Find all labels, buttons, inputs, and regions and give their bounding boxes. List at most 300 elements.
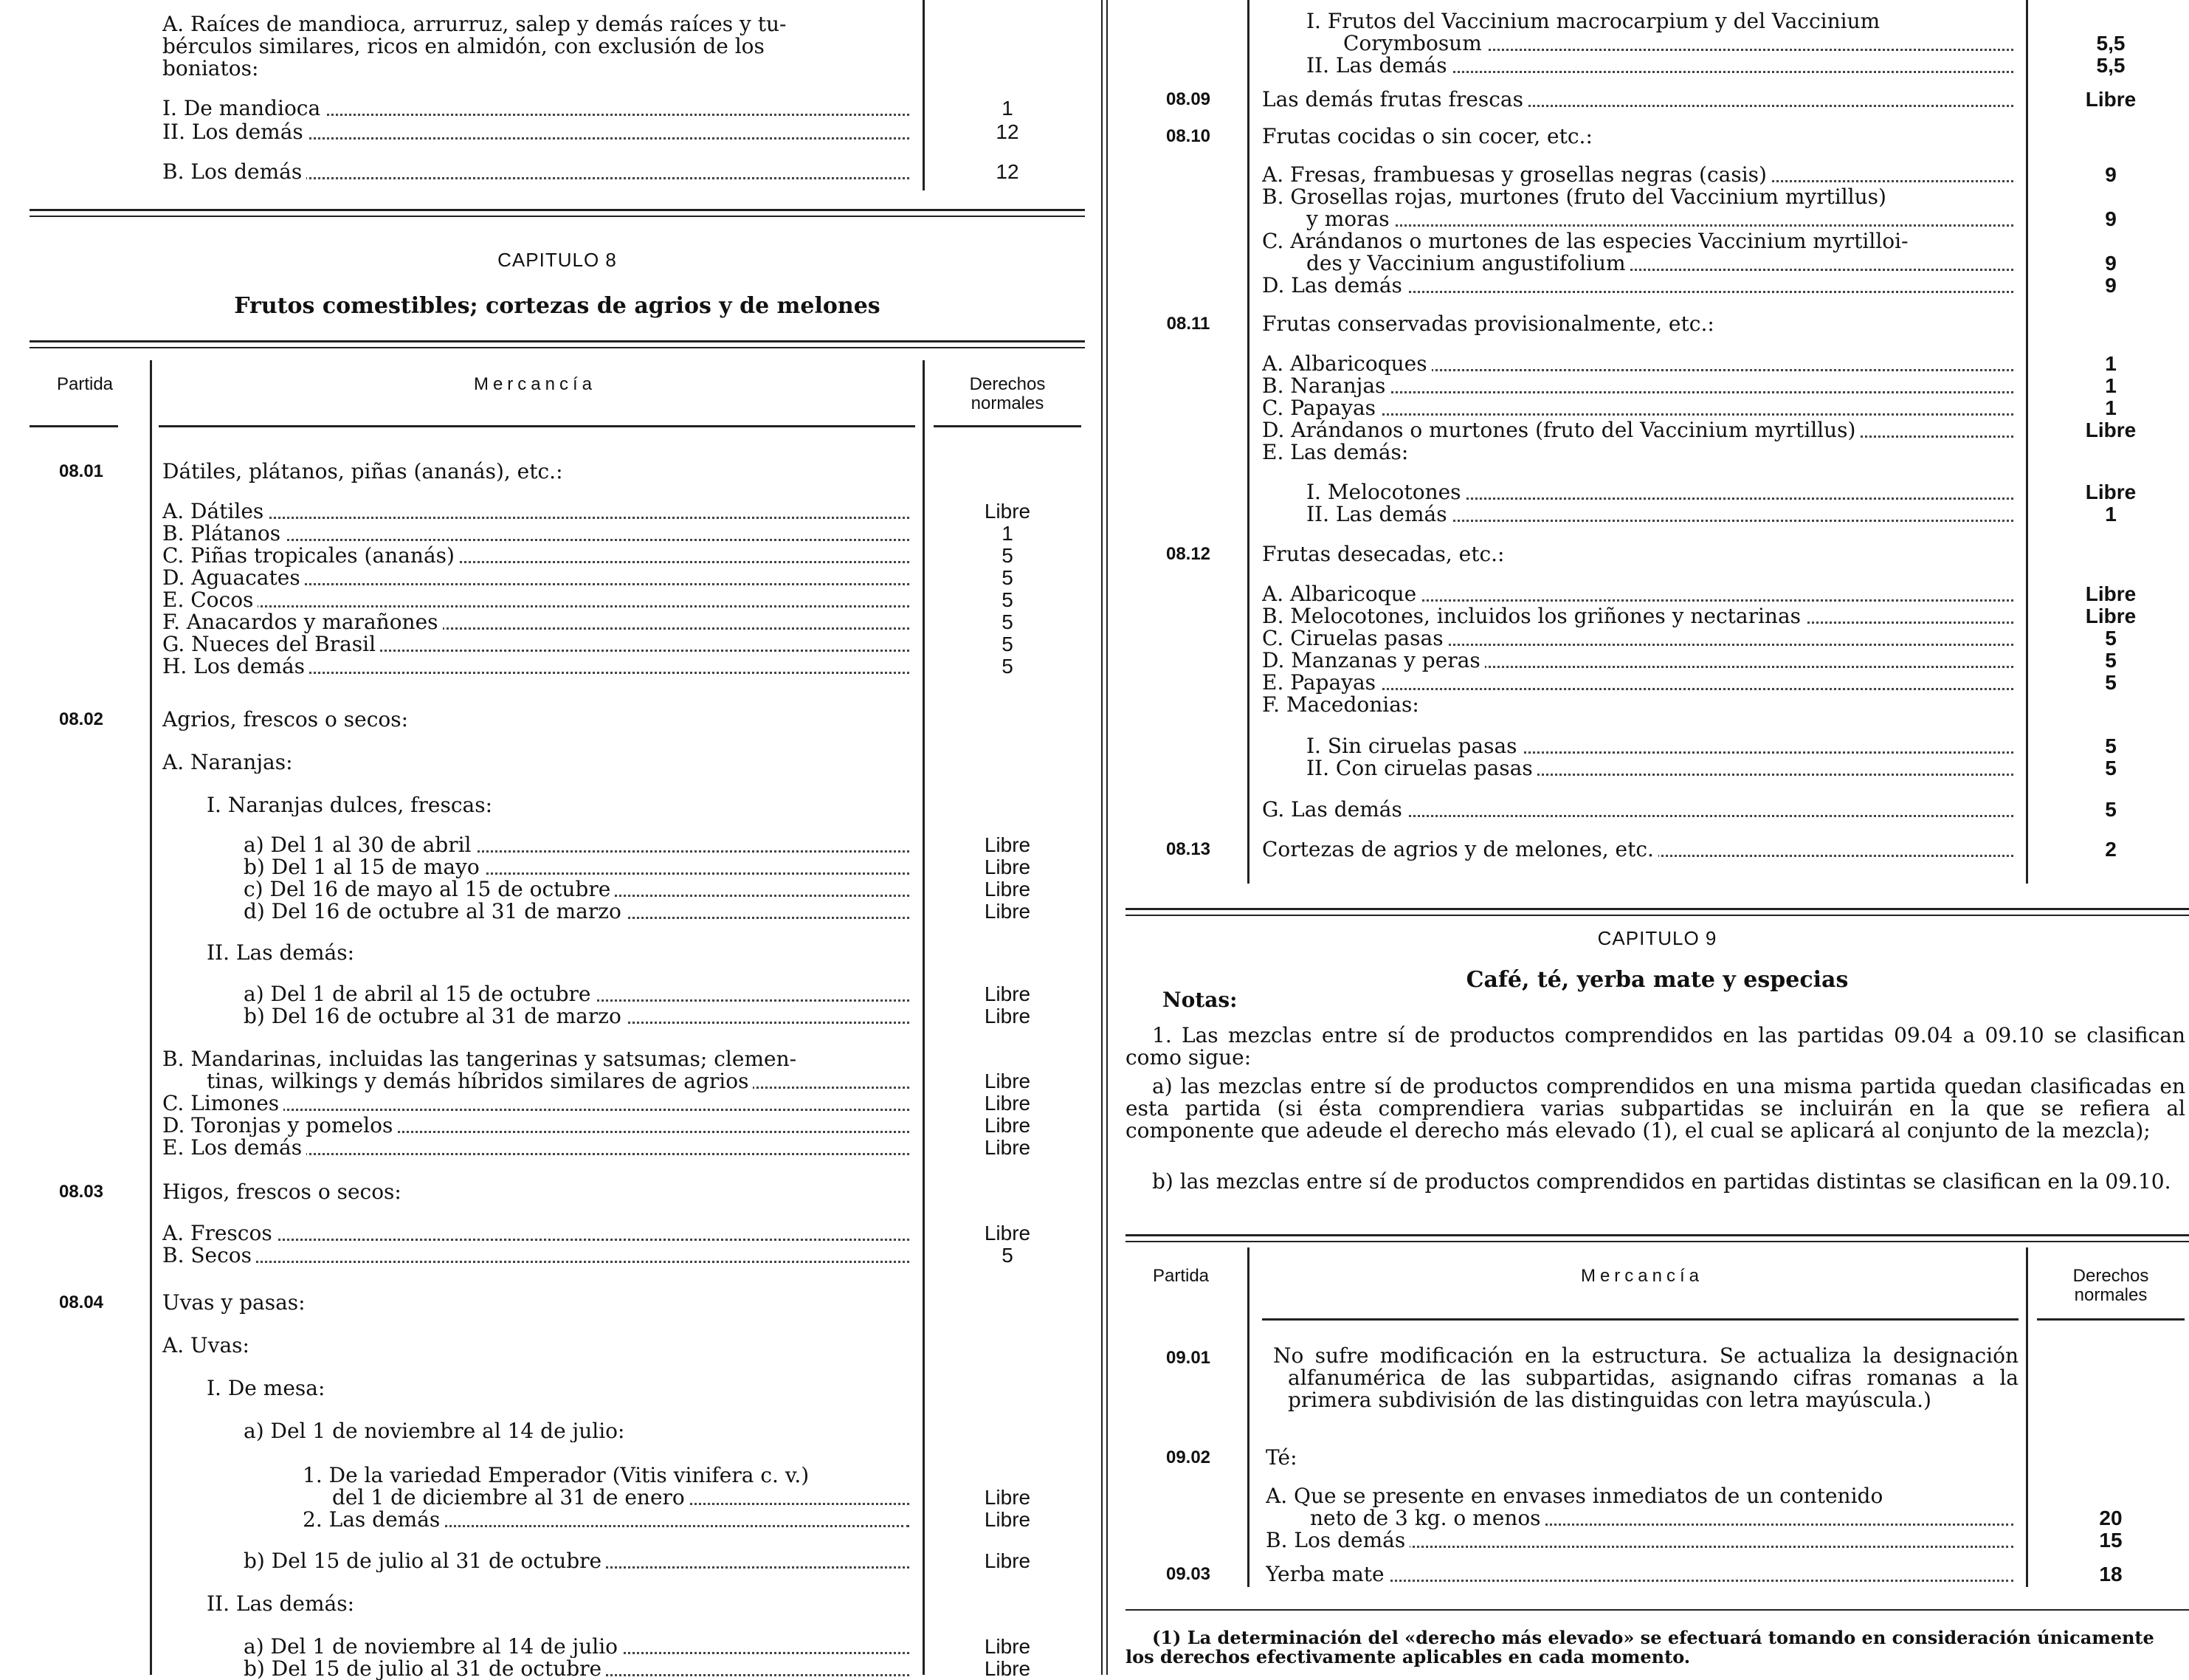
item-text: des y Vaccinium angustifolium bbox=[1306, 252, 1630, 275]
item-text: d) Del 16 de octubre al 31 de marzo bbox=[244, 901, 626, 923]
partida-code: 08.13 bbox=[1165, 839, 1211, 859]
item-text: A. Fresas, frambuesas y grosellas negras (casis) bbox=[1262, 164, 1771, 186]
table-row bbox=[1125, 89, 2189, 111]
duty-value: Libre bbox=[2085, 605, 2137, 627]
item-label bbox=[1266, 1529, 2019, 1552]
duty-value: Libre bbox=[2085, 481, 2137, 503]
item-label bbox=[244, 983, 915, 1005]
item-text: D. Las demás bbox=[1262, 275, 1407, 297]
partida-code: 08.12 bbox=[1165, 544, 1211, 564]
header-partida: Partida bbox=[1152, 1266, 1210, 1286]
table-row bbox=[30, 35, 1085, 58]
table-row bbox=[30, 1593, 1085, 1615]
table-row bbox=[30, 567, 1085, 589]
duty-value: 5 bbox=[2105, 627, 2117, 650]
item-label bbox=[162, 35, 915, 58]
item-text: 1. De la variedad Emperador (Vitis vinifera c. v.) bbox=[303, 1464, 813, 1487]
item-label bbox=[162, 545, 915, 567]
table-row bbox=[1125, 503, 2189, 526]
partida-code: 08.10 bbox=[1165, 126, 1211, 146]
item-text: del 1 de diciembre al 31 de enero bbox=[332, 1487, 689, 1509]
item-text: E. Los demás bbox=[162, 1137, 306, 1159]
item-text: b) Del 15 de julio al 31 de octubre bbox=[244, 1658, 606, 1680]
duty-value: Libre bbox=[984, 1070, 1031, 1092]
item-text: B. Los demás bbox=[162, 161, 306, 183]
item-label bbox=[1262, 186, 2019, 208]
item-text: B. Naranjas bbox=[1262, 375, 1390, 397]
item-text: b) Del 16 de octubre al 31 de marzo bbox=[244, 1005, 626, 1027]
table-row bbox=[1125, 252, 2189, 275]
table-row bbox=[30, 58, 1085, 80]
item-label bbox=[162, 655, 915, 678]
table-row bbox=[30, 878, 1085, 901]
double-rule bbox=[30, 340, 1085, 348]
item-label bbox=[1262, 230, 2019, 252]
item-label bbox=[207, 942, 915, 964]
duty-value: 1 bbox=[2105, 503, 2117, 526]
item-label bbox=[162, 1137, 915, 1159]
header-rule bbox=[934, 425, 1081, 427]
table-row bbox=[1125, 1507, 2189, 1529]
item-label bbox=[244, 1420, 915, 1442]
item-text: G. Las demás bbox=[1262, 799, 1407, 821]
item-label bbox=[1306, 481, 2019, 503]
item-text: Cortezas de agrios y de melones, etc. bbox=[1262, 839, 1658, 861]
item-text: II. Con ciruelas pasas bbox=[1306, 757, 1537, 779]
table-row bbox=[30, 1636, 1085, 1658]
item-label bbox=[207, 1593, 915, 1615]
item-text: Higos, frescos o secos: bbox=[162, 1181, 406, 1203]
item-label bbox=[303, 1464, 915, 1487]
duty-value: Libre bbox=[984, 1092, 1031, 1115]
table-row bbox=[1125, 839, 2189, 861]
item-label bbox=[303, 1509, 915, 1531]
item-label bbox=[162, 1048, 915, 1070]
item-label bbox=[1266, 1447, 2019, 1469]
item-text: Frutas desecadas, etc.: bbox=[1262, 543, 1509, 565]
table-row bbox=[30, 794, 1085, 816]
chapter-9-title: Café, té, yerba mate y especias bbox=[1466, 967, 1849, 993]
item-label bbox=[1262, 605, 2019, 627]
item-text: F. Anacardos y marañones bbox=[162, 611, 443, 633]
item-label bbox=[1262, 419, 2019, 441]
duty-value: 5 bbox=[2105, 798, 2117, 821]
table-row bbox=[1125, 1529, 2189, 1552]
item-text: A. Naranjas: bbox=[162, 751, 297, 774]
duty-value: 9 bbox=[2105, 252, 2117, 275]
item-label bbox=[244, 878, 915, 901]
table-row bbox=[30, 751, 1085, 774]
item-text: H. Los demás bbox=[162, 655, 309, 678]
duty-value: Libre bbox=[984, 833, 1031, 856]
partida-code: 08.02 bbox=[58, 709, 104, 729]
item-text: I. Frutos del Vaccinium macrocarpium y del Vaccinium bbox=[1306, 10, 1884, 32]
item-label bbox=[1262, 375, 2019, 397]
item-label bbox=[244, 1550, 915, 1572]
item-text: A. Dátiles bbox=[162, 500, 268, 523]
table-row bbox=[30, 121, 1085, 143]
duty-value: 1 bbox=[2105, 374, 2117, 397]
item-label bbox=[162, 751, 915, 774]
left-column bbox=[30, 0, 1085, 1680]
item-text: I. Sin ciruelas pasas bbox=[1306, 735, 1522, 757]
item-label bbox=[1306, 735, 2019, 757]
item-text: B. Melocotones, incluidos los griñones y nectarinas bbox=[1262, 605, 1805, 627]
item-text: Frutas conservadas provisionalmente, etc.: bbox=[1262, 313, 1719, 335]
table-row bbox=[1125, 583, 2189, 605]
item-text: Corymbosum bbox=[1343, 32, 1486, 55]
duty-value: Libre bbox=[984, 878, 1031, 901]
table-row bbox=[1125, 757, 2189, 779]
item-text: D. Toronjas y pomelos bbox=[162, 1115, 397, 1137]
item-label bbox=[162, 1292, 915, 1314]
item-text: I. De mandioca bbox=[162, 97, 325, 120]
item-text: Agrios, frescos o secos: bbox=[162, 709, 413, 731]
item-text: G. Nueces del Brasil bbox=[162, 633, 380, 655]
chapter-8-label: CAPITULO 8 bbox=[497, 249, 617, 271]
duty-value: Libre bbox=[2085, 419, 2137, 441]
table-row bbox=[1125, 353, 2189, 375]
table-row bbox=[1125, 1485, 2189, 1507]
duty-value: Libre bbox=[984, 856, 1031, 878]
table-row bbox=[30, 1115, 1085, 1137]
duty-value: Libre bbox=[984, 1136, 1031, 1159]
item-text: E. Papayas bbox=[1262, 672, 1380, 694]
duty-value: Libre bbox=[984, 1635, 1031, 1658]
duty-value: 12 bbox=[996, 160, 1019, 183]
item-label bbox=[1306, 208, 2019, 230]
table-row bbox=[1125, 230, 2189, 252]
duty-value: 5 bbox=[1002, 633, 1013, 655]
duty-value: 1 bbox=[2105, 352, 2117, 375]
table-row bbox=[30, 655, 1085, 678]
table-row bbox=[30, 1377, 1085, 1400]
item-label bbox=[1306, 757, 2019, 779]
duty-value: 5,5 bbox=[2096, 32, 2126, 55]
table-row bbox=[30, 1070, 1085, 1092]
item-text: II. Las demás bbox=[1306, 55, 1452, 77]
duty-value: 9 bbox=[2105, 274, 2117, 297]
duty-value: 5 bbox=[1002, 544, 1013, 567]
table-row bbox=[1125, 605, 2189, 627]
partida-code: 09.01 bbox=[1165, 1348, 1211, 1368]
item-label bbox=[1306, 503, 2019, 526]
table-row bbox=[30, 709, 1085, 731]
table-row bbox=[1125, 164, 2189, 186]
item-text: D. Manzanas y peras bbox=[1262, 650, 1485, 672]
table-row bbox=[30, 1092, 1085, 1115]
table-row bbox=[1125, 125, 2189, 148]
item-label bbox=[207, 1377, 915, 1400]
header-derechos: Derechos normales bbox=[969, 374, 1046, 413]
table-row bbox=[30, 1048, 1085, 1070]
item-text: tinas, wilkings y demás híbridos similares de agrios bbox=[207, 1070, 753, 1092]
duty-value: 1 bbox=[2105, 396, 2117, 419]
table-row bbox=[1125, 481, 2189, 503]
item-label bbox=[1262, 275, 2019, 297]
chapter-9-label: CAPITULO 9 bbox=[1597, 927, 1717, 949]
item-text: B. Los demás bbox=[1266, 1529, 1410, 1552]
item-label bbox=[1262, 672, 2019, 694]
item-text: a) Del 1 de noviembre al 14 de julio bbox=[244, 1636, 622, 1658]
item-label bbox=[1262, 89, 2019, 111]
duty-value: 5,5 bbox=[2096, 54, 2126, 77]
table-row bbox=[30, 1550, 1085, 1572]
table-row bbox=[30, 1509, 1085, 1531]
table-row bbox=[1125, 672, 2189, 694]
header-mercancia: Mercancía bbox=[473, 374, 597, 394]
partida-code: 09.02 bbox=[1165, 1447, 1211, 1467]
table-row bbox=[30, 901, 1085, 923]
table-row bbox=[30, 611, 1085, 633]
item-text: c) Del 16 de mayo al 15 de octubre bbox=[244, 878, 615, 901]
item-text: D. Aguacates bbox=[162, 567, 305, 589]
item-label bbox=[162, 1222, 915, 1244]
table-row bbox=[30, 161, 1085, 183]
duty-value: 2 bbox=[2105, 838, 2117, 861]
item-label bbox=[1262, 353, 2019, 375]
item-label bbox=[162, 633, 915, 655]
partida-code: 08.01 bbox=[58, 461, 104, 481]
item-label bbox=[162, 567, 915, 589]
double-rule bbox=[1125, 908, 2189, 916]
item-label bbox=[207, 1070, 915, 1092]
item-label bbox=[1262, 694, 2019, 716]
item-text: C. Arándanos o murtones de las especies Vaccinium myrtilloi- bbox=[1262, 230, 1913, 252]
table-row bbox=[30, 500, 1085, 523]
header-rule bbox=[1262, 1318, 2019, 1321]
item-text: B. Grosellas rojas, murtones (fruto del Vaccinium myrtillus) bbox=[1262, 186, 1891, 208]
partida-code: 08.09 bbox=[1165, 89, 1211, 109]
table-row bbox=[1125, 735, 2189, 757]
item-label bbox=[1262, 583, 2019, 605]
table-row bbox=[1125, 543, 2189, 565]
item-label bbox=[1262, 650, 2019, 672]
table-row bbox=[30, 589, 1085, 611]
note-b: b) las mezclas entre sí de productos comprendidos en partidas distintas se clasifican en la 09.10. bbox=[1152, 1169, 2171, 1194]
table-row bbox=[30, 1005, 1085, 1027]
footnote: (1) La determinación del «derecho más elevado» se efectuará tomando en consideración únicamente los derechos efectivamente aplicables en cada momento. bbox=[1125, 1627, 2154, 1667]
table-row bbox=[1125, 650, 2189, 672]
item-text: F. Macedonias: bbox=[1262, 694, 1424, 716]
header-mercancia: Mercancía bbox=[1580, 1266, 1704, 1286]
duty-value: Libre bbox=[2085, 582, 2137, 605]
item-label bbox=[1306, 10, 2019, 32]
table-row bbox=[30, 13, 1085, 35]
header-partida: Partida bbox=[56, 374, 114, 394]
table-row bbox=[30, 1222, 1085, 1244]
item-text: y moras bbox=[1306, 208, 1394, 230]
item-label bbox=[162, 589, 915, 611]
table-row bbox=[1125, 1563, 2189, 1586]
table-row bbox=[30, 1420, 1085, 1442]
item-text: I. Melocotones bbox=[1306, 481, 1466, 503]
item-label bbox=[244, 856, 915, 878]
item-text: II. Las demás bbox=[1306, 503, 1452, 526]
header-rule bbox=[2037, 1318, 2185, 1321]
duty-value: 1 bbox=[1002, 522, 1013, 545]
duty-value: 9 bbox=[2105, 163, 2117, 186]
table-row bbox=[1125, 397, 2189, 419]
item-label bbox=[162, 121, 915, 143]
duty-value: Libre bbox=[984, 1508, 1031, 1531]
item-text: B. Plátanos bbox=[162, 523, 285, 545]
table-row bbox=[30, 983, 1085, 1005]
duty-value: Libre bbox=[984, 500, 1031, 523]
table-row bbox=[30, 1464, 1085, 1487]
table-row bbox=[30, 1244, 1085, 1267]
item-label bbox=[162, 523, 915, 545]
item-text: A. Albaricoques bbox=[1262, 353, 1432, 375]
item-text: I. De mesa: bbox=[207, 1377, 329, 1400]
item-label bbox=[162, 500, 915, 523]
item-label bbox=[244, 1658, 915, 1680]
item-label bbox=[162, 13, 915, 35]
item-label bbox=[244, 1636, 915, 1658]
header-rule bbox=[159, 425, 915, 427]
duty-value: Libre bbox=[984, 1486, 1031, 1509]
partida-code: 08.04 bbox=[58, 1292, 104, 1312]
item-label bbox=[162, 1181, 915, 1203]
item-label bbox=[1262, 543, 2019, 565]
duty-value: 5 bbox=[1002, 655, 1013, 678]
column-divider bbox=[1106, 0, 1108, 1675]
item-text: II. Las demás: bbox=[207, 942, 359, 964]
duty-value: 5 bbox=[2105, 757, 2117, 779]
table-row bbox=[1125, 208, 2189, 230]
duty-value: Libre bbox=[984, 982, 1031, 1005]
item-label bbox=[1310, 1507, 2019, 1529]
item-label bbox=[162, 1115, 915, 1137]
table-row bbox=[30, 1181, 1085, 1203]
item-text: I. Naranjas dulces, frescas: bbox=[207, 794, 497, 816]
item-label bbox=[1262, 839, 2019, 861]
duty-value: 5 bbox=[1002, 566, 1013, 589]
item-text: C. Limones bbox=[162, 1092, 283, 1115]
item-label bbox=[332, 1487, 915, 1509]
item-text: a) Del 1 al 30 de abril bbox=[244, 834, 476, 856]
item-0901-text: No sufre modificación en la estructura. Se actualiza la designación alfanumérica de las subpartidas, asignando cifras romanas a la primera subdivisión de las distinguidas con letra mayúscula.) bbox=[1273, 1343, 2019, 1412]
duty-value: 5 bbox=[2105, 671, 2117, 694]
item-label bbox=[1262, 125, 2019, 148]
item-label bbox=[1306, 252, 2019, 275]
duty-value: Libre bbox=[984, 1005, 1031, 1027]
table-row bbox=[1125, 313, 2189, 335]
table-row bbox=[30, 1487, 1085, 1509]
item-text: 2. Las demás bbox=[303, 1509, 444, 1531]
item-label bbox=[1262, 627, 2019, 650]
item-text: a) Del 1 de abril al 15 de octubre bbox=[244, 983, 596, 1005]
item-label bbox=[1262, 313, 2019, 335]
item-text: Dátiles, plátanos, piñas (ananás), etc.: bbox=[162, 461, 568, 483]
table-row bbox=[1125, 55, 2189, 77]
table-row bbox=[1125, 375, 2189, 397]
item-label bbox=[1343, 32, 2019, 55]
table-row bbox=[30, 633, 1085, 655]
item-text: Yerba mate bbox=[1266, 1563, 1389, 1586]
item-text: bérculos similares, ricos en almidón, con exclusión de los bbox=[162, 35, 769, 58]
header-rule bbox=[30, 425, 118, 427]
chapter-8-title: Frutos comestibles; cortezas de agrios y de melones bbox=[234, 293, 880, 319]
item-label bbox=[244, 1005, 915, 1027]
duty-value: 5 bbox=[1002, 588, 1013, 611]
item-text: II. Las demás: bbox=[207, 1593, 359, 1615]
notes-label: Notas: bbox=[1162, 988, 1238, 1012]
table-row bbox=[30, 461, 1085, 483]
item-label bbox=[207, 794, 915, 816]
item-label bbox=[1266, 1563, 2019, 1586]
item-text: A. Albaricoque bbox=[1262, 583, 1421, 605]
item-label bbox=[162, 709, 915, 731]
duty-value: Libre bbox=[984, 1549, 1031, 1572]
item-text: a) Del 1 de noviembre al 14 de julio: bbox=[244, 1420, 629, 1442]
item-label bbox=[244, 901, 915, 923]
item-label bbox=[162, 97, 915, 120]
duty-value: 5 bbox=[1002, 1244, 1013, 1267]
item-label bbox=[1262, 799, 2019, 821]
table-row bbox=[1125, 186, 2189, 208]
table-row bbox=[1125, 275, 2189, 297]
duty-value: 5 bbox=[2105, 734, 2117, 757]
item-label bbox=[162, 611, 915, 633]
table-row bbox=[1125, 799, 2189, 821]
duty-value: 18 bbox=[2099, 1563, 2123, 1586]
table-row bbox=[1125, 627, 2189, 650]
item-label bbox=[1266, 1485, 2019, 1507]
item-label bbox=[162, 1244, 915, 1267]
duty-value: 5 bbox=[2105, 649, 2117, 672]
note-1: 1. Las mezclas entre sí de productos comprendidos en las partidas 09.04 a 09.10 se clasifican como sigue: bbox=[1125, 1023, 2185, 1070]
column-divider bbox=[1101, 0, 1103, 1675]
item-text: C. Papayas bbox=[1262, 397, 1380, 419]
header-derechos: Derechos normales bbox=[2072, 1266, 2149, 1305]
partida-code: 08.11 bbox=[1166, 314, 1210, 334]
partida-code: 09.03 bbox=[1165, 1564, 1211, 1584]
item-text: b) Del 15 de julio al 31 de octubre bbox=[244, 1550, 606, 1572]
duty-value: Libre bbox=[2085, 88, 2137, 111]
duty-value: 5 bbox=[1002, 610, 1013, 633]
table-row bbox=[30, 523, 1085, 545]
duty-value: Libre bbox=[984, 1222, 1031, 1244]
item-label bbox=[162, 1092, 915, 1115]
table-row bbox=[30, 1137, 1085, 1159]
item-text: E. Las demás: bbox=[1262, 441, 1413, 464]
item-label bbox=[1262, 441, 2019, 464]
item-text: A. Que se presente en envases inmediatos de un contenido bbox=[1266, 1485, 1887, 1507]
item-text: D. Arándanos o murtones (fruto del Vaccinium myrtillus) bbox=[1262, 419, 1860, 441]
item-text: b) Del 1 al 15 de mayo bbox=[244, 856, 484, 878]
duty-value: Libre bbox=[984, 900, 1031, 923]
item-text: neto de 3 kg. o menos bbox=[1310, 1507, 1545, 1529]
item-text: II. Los demás bbox=[162, 121, 308, 143]
item-label bbox=[1262, 164, 2019, 186]
item-text: Té: bbox=[1266, 1447, 1302, 1469]
item-text: C. Piñas tropicales (ananás) bbox=[162, 545, 459, 567]
item-label bbox=[162, 1335, 915, 1357]
table-row bbox=[1125, 10, 2189, 32]
item-label bbox=[1262, 397, 2019, 419]
double-rule bbox=[1125, 1234, 2189, 1242]
table-row bbox=[1125, 419, 2189, 441]
duty-value: Libre bbox=[984, 1657, 1031, 1680]
double-rule bbox=[30, 209, 1085, 217]
item-label bbox=[162, 461, 915, 483]
item-text: A. Uvas: bbox=[162, 1335, 254, 1357]
table-row bbox=[30, 942, 1085, 964]
item-label bbox=[162, 58, 915, 80]
duty-value: 1 bbox=[1002, 97, 1013, 120]
duty-value: 15 bbox=[2099, 1529, 2123, 1552]
